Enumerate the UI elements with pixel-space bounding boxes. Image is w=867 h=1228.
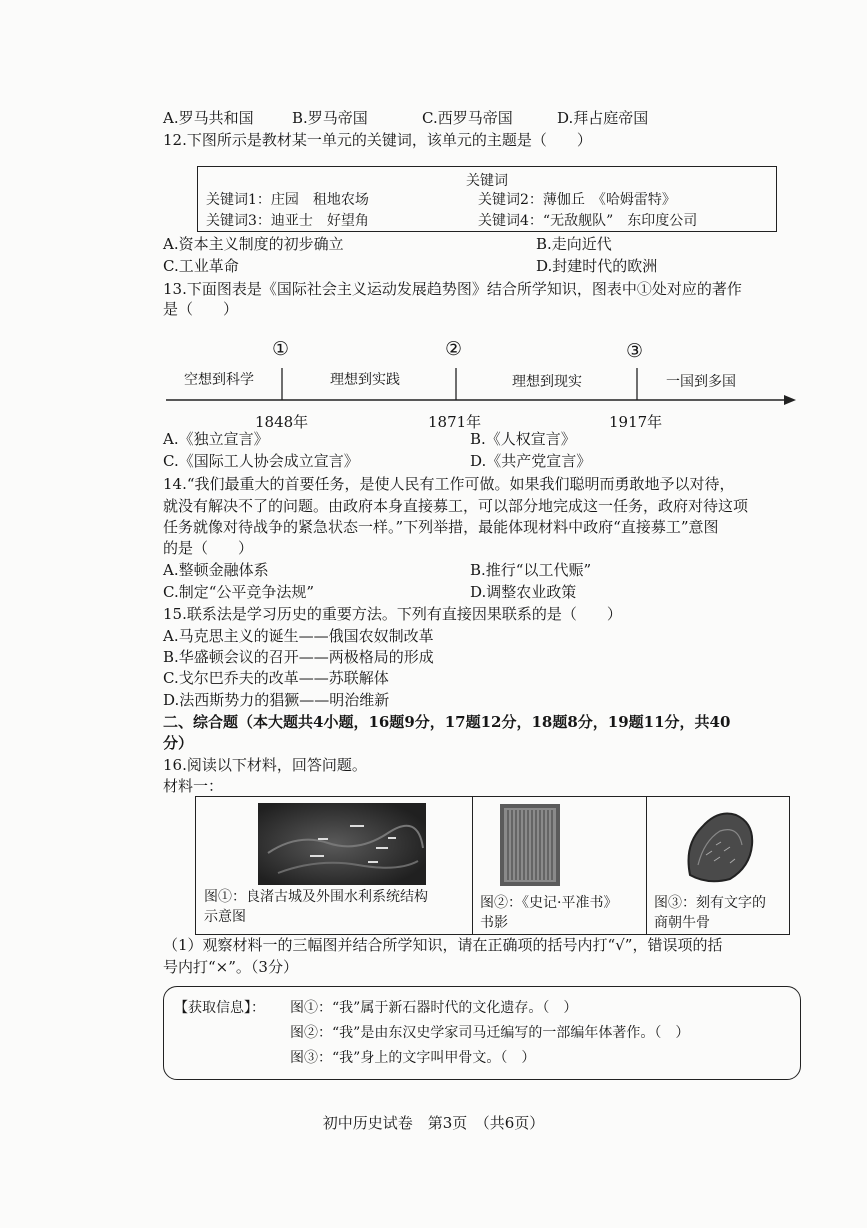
q12-option-d: D.封建时代的欧洲 — [536, 257, 658, 275]
q15-option-d: D.法西斯势力的猖獗——明治维新 — [163, 691, 390, 709]
q16-stem: 16.阅读以下材料，回答问题。 — [163, 756, 367, 774]
figure-2-cell — [472, 797, 647, 934]
keyword-4: 关键词4：“无敌舰队” 东印度公司 — [478, 213, 698, 229]
info-statement-1: 图①：“我”属于新石器时代的文化遗存。（ ） — [290, 1000, 578, 1016]
q11-option-b: B.罗马帝国 — [292, 109, 368, 127]
info-label: 【获取信息】： — [174, 1000, 265, 1016]
q14-stem-line3: 任务就像对待战争的紧急状态一样。”下列举措，最能体现材料中政府“直接募工”意图 — [163, 518, 719, 536]
q14-option-b: B.推行“以工代赈” — [470, 561, 592, 579]
figure-3-caption-line2: 商朝牛骨 — [654, 915, 710, 931]
figure-3-caption-line1: 图③：刻有文字的 — [654, 895, 766, 911]
q14-option-c: C.制定“公平竞争法规” — [163, 583, 315, 601]
q14-option-a: A.整顿金融体系 — [163, 561, 269, 579]
q16-sub1-line1: （1）观察材料一的三幅图并结合所学知识，请在正确项的括号内打“√”，错误项的括 — [163, 936, 723, 954]
keyword-3: 关键词3：迪亚士 好望角 — [206, 213, 369, 229]
q14-stem-line1: 14.“我们最重大的首要任务，是使人民有工作可做。如果我们聪明而勇敢地予以对待， — [163, 475, 735, 493]
q11-option-c: C.西罗马帝国 — [422, 109, 513, 127]
q16-sub1-line2: 号内打“×”。（3分） — [163, 958, 298, 976]
section2-heading-line2: 分） — [163, 734, 194, 752]
figure-1-cell — [196, 797, 473, 934]
timeline-segment-3: 理想到现实 — [512, 374, 582, 390]
timeline-segment-4: 一国到多国 — [666, 374, 736, 390]
material-one-label: 材料一： — [163, 777, 224, 795]
q13-option-a: A.《独立宣言》 — [163, 430, 269, 448]
q13-stem-line1: 13.下面图表是《国际社会主义运动发展趋势图》结合所学知识，图表中①处对应的著作 — [163, 280, 742, 298]
q13-option-b: B.《人权宣言》 — [470, 430, 576, 448]
keyword-1: 关键词1：庄园 租地农场 — [206, 192, 369, 208]
figure-1-caption-line1: 图①：良渚古城及外围水利系统结构 — [204, 889, 428, 905]
keyword-box-title: 关键词 — [466, 173, 508, 189]
figure-2-caption-line1: 图②：《史记·平准书》 — [480, 895, 618, 911]
timeline-marker-2: ② — [445, 338, 463, 360]
info-statement-3: 图③：“我”身上的文字叫甲骨文。（ ） — [290, 1050, 536, 1066]
q13-stem-line2: 是（ ） — [163, 300, 239, 318]
liangzhu-map-image — [258, 803, 426, 885]
figure-2-caption-line2: 书影 — [480, 915, 508, 931]
timeline-marker-3: ③ — [626, 340, 644, 362]
section2-heading-line1: 二、综合题（本大题共4小题，16题9分，17题12分，18题8分，19题11分，共40 — [163, 713, 731, 731]
info-statement-2: 图②：“我”是由东汉史学家司马迁编写的一部编年体著作。（ ） — [290, 1025, 690, 1041]
q15-stem: 15.联系法是学习历史的重要方法。下列有直接因果联系的是（ ） — [163, 605, 622, 623]
q11-option-a: A.罗马共和国 — [163, 109, 254, 127]
keyword-2: 关键词2：薄伽丘 《哈姆雷特》 — [478, 192, 676, 208]
q12-option-a: A.资本主义制度的初步确立 — [163, 235, 344, 253]
timeline-marker-1: ① — [272, 338, 290, 360]
q14-option-d: D.调整农业政策 — [470, 583, 577, 601]
q15-option-c: C.戈尔巴乔夫的改革——苏联解体 — [163, 669, 389, 687]
material-figures — [195, 796, 790, 935]
socialism-timeline — [160, 330, 800, 440]
timeline-year-1848: 1848年 — [255, 413, 309, 431]
timeline-segment-2: 理想到实践 — [330, 372, 400, 388]
q14-stem-line2: 就没有解决不了的问题。由政府本身直接募工，可以部分地完成这一任务，政府对待这项 — [163, 497, 749, 515]
keyword-box — [197, 166, 777, 232]
oracle-bone-image — [680, 805, 758, 885]
q15-option-a: A.马克思主义的诞生——俄国农奴制改革 — [163, 627, 434, 645]
q12-stem: 12.下图所示是教材某一单元的关键词，该单元的主题是（ ） — [163, 131, 592, 149]
timeline-segment-1: 空想到科学 — [184, 372, 254, 388]
q12-option-c: C.工业革命 — [163, 257, 239, 275]
page-footer: 初中历史试卷 第3页 （共6页） — [322, 1114, 545, 1132]
figure-1-caption-line2: 示意图 — [204, 909, 246, 925]
timeline-year-1917: 1917年 — [609, 413, 663, 431]
shiji-book-image — [500, 804, 560, 886]
figure-3-cell — [646, 797, 789, 934]
q13-option-d: D.《共产党宣言》 — [470, 452, 592, 470]
timeline-year-1871: 1871年 — [428, 413, 482, 431]
q14-stem-line4: 的是（ ） — [163, 539, 254, 557]
q15-option-b: B.华盛顿会议的召开——两极格局的形成 — [163, 648, 434, 666]
q12-option-b: B.走向近代 — [536, 235, 612, 253]
info-box — [163, 986, 801, 1080]
q11-option-d: D.拜占庭帝国 — [557, 109, 649, 127]
q13-option-c: C.《国际工人协会成立宣言》 — [163, 452, 359, 470]
